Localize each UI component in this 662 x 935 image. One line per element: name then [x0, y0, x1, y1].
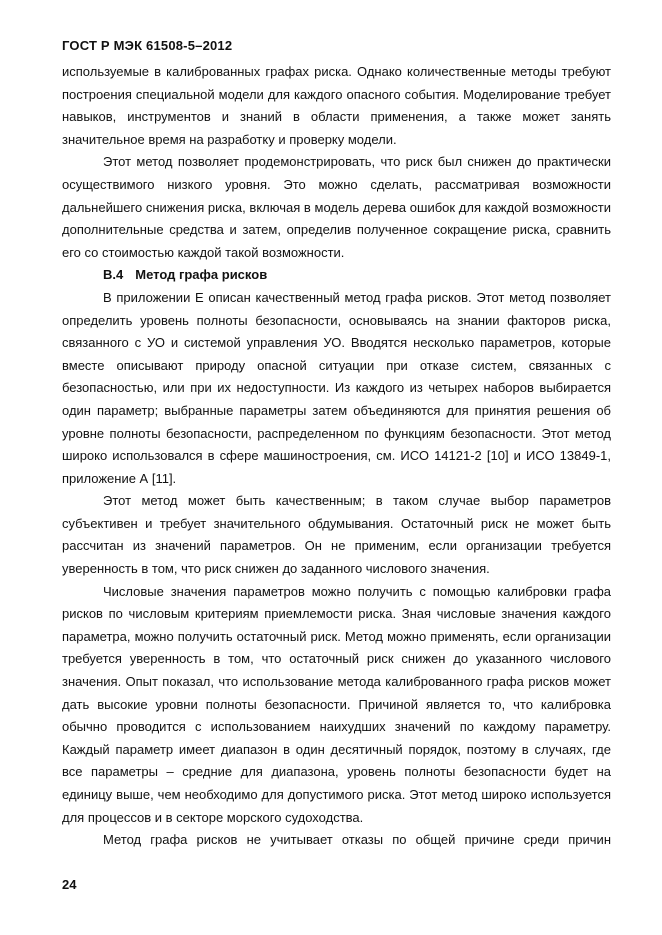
page-body	[62, 61, 611, 852]
page-number: 24	[62, 877, 77, 892]
section-heading	[62, 264, 611, 287]
document-header: ГОСТ Р МЭК 61508-5–2012	[62, 38, 233, 53]
paragraph-truncated: Метод графа рисков не учитывает отказы по общей причине среди причин	[103, 832, 611, 848]
section-number: В.4	[103, 267, 124, 283]
section-title: Метод графа рисков	[135, 267, 268, 283]
paragraph: Этот метод может быть качественным; в таком случае выбор параметров субъективен и требует значительного обдумывания. Остаточный риск не может быть рассчитан из значений параметров. Он не применим, если организации требуется уверенность в том, что риск снижен до заданного числового значения.	[62, 493, 611, 577]
paragraph: В приложении Е описан качественный метод графа рисков. Этот метод позволяет определить уровень полноты безопасности, основываясь на знании факторов риска, связанного с УО и системой управления УО. Вводятся несколько параметров, которые вместе описывают природу опасной ситуации при отказе систем, связанных с безопасностью, или при их недоступности. Из каждого из четырех наборов выбирается один параметр; выбранные параметры затем объединяются для принятия решения об уровне полноты безопасности, распределенном по функциям безопасности. Этот метод широко использовался в сфере машиностроения, см. ИСО 14121-2 [10] и ИСО 13849-1, приложение А [11].	[62, 289, 611, 486]
paragraph-continuation: используемые в калиброванных графах риска. Однако количественные методы требуют построения специальной модели для каждого опасного события. Моделирование требует навыков, инструментов и знаний в области применения, а также может занять значительное время на разработку и проверку модели.	[62, 64, 611, 147]
paragraph: Числовые значения параметров можно получить с помощью калибровки графа рисков по числовым критериям приемлемости риска. Зная числовые значения каждого параметра, можно получить остаточный риск. Метод можно применять, если организации требуется уверенность в том, что остаточный риск снижен до указанного числового значения. Опыт показал, что использование метода калиброванного графа рисков может дать высокие уровни полноты безопасности. Причиной является то, что калибровка обычно проводится с использованием наихудших значений по каждому параметру. Каждый параметр имеет диапазон в один десятичный порядок, поэтому в случаях, где все параметры – средние для диапазона, уровень полноты безопасности будет на единицу выше, чем необходимо для допустимого риска. Этот метод широко используется для процессов и в секторе морского судоходства.	[62, 583, 611, 825]
paragraph: Этот метод позволяет продемонстрировать, что риск был снижен до практически осуществимого низкого уровня. Это можно сделать, рассматривая возможности дальнейшего снижения риска, включая в модель дерева ошибок для каждой возможности дополнительные средства и затем, определив полученное сокращение риска, сравнить его со стоимостью каждой такой возможности.	[62, 154, 611, 260]
